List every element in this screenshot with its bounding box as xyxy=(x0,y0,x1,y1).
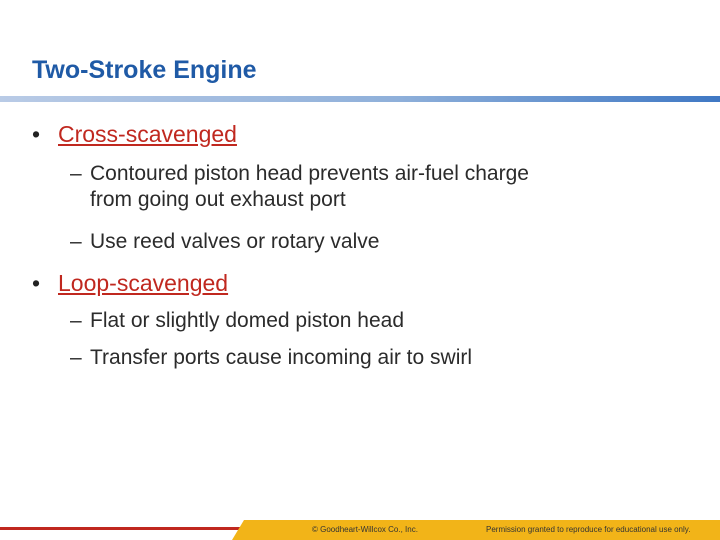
footer-permission: Permission granted to reproduce for educational use only. xyxy=(486,525,691,534)
dash-marker: – xyxy=(70,230,82,253)
subpoint-contoured-piston xyxy=(70,161,529,213)
subpoint-text-continued: from going out exhaust port xyxy=(90,188,346,211)
footer-red-line xyxy=(0,527,240,530)
subpoint-transfer-ports xyxy=(70,345,472,371)
subpoint-flat-piston xyxy=(70,308,404,334)
subpoint-text: Use reed valves or rotary valve xyxy=(90,230,380,253)
subpoint-reed-valves xyxy=(70,229,379,255)
slide-footer xyxy=(0,520,720,540)
bullet-cross-scavenged xyxy=(32,120,237,148)
title-divider xyxy=(0,96,720,102)
cross-scavenged-link[interactable]: Cross-scavenged xyxy=(58,121,237,147)
loop-scavenged-link[interactable]: Loop-scavenged xyxy=(58,270,229,296)
dash-marker: – xyxy=(70,309,82,332)
bullet-dot: • xyxy=(32,270,41,296)
bullet-loop-scavenged xyxy=(32,269,228,297)
subpoint-text: Contoured piston head prevents air-fuel charge xyxy=(90,162,529,185)
slide-title: Two-Stroke Engine xyxy=(32,56,257,84)
subpoint-text: Flat or slightly domed piston head xyxy=(90,309,405,332)
subpoint-text: Transfer ports cause incoming air to swirl xyxy=(90,346,473,369)
dash-marker: – xyxy=(70,162,82,185)
footer-copyright: © Goodheart-Willcox Co., Inc. xyxy=(312,525,418,534)
dash-marker: – xyxy=(70,346,82,369)
bullet-dot: • xyxy=(32,121,41,147)
